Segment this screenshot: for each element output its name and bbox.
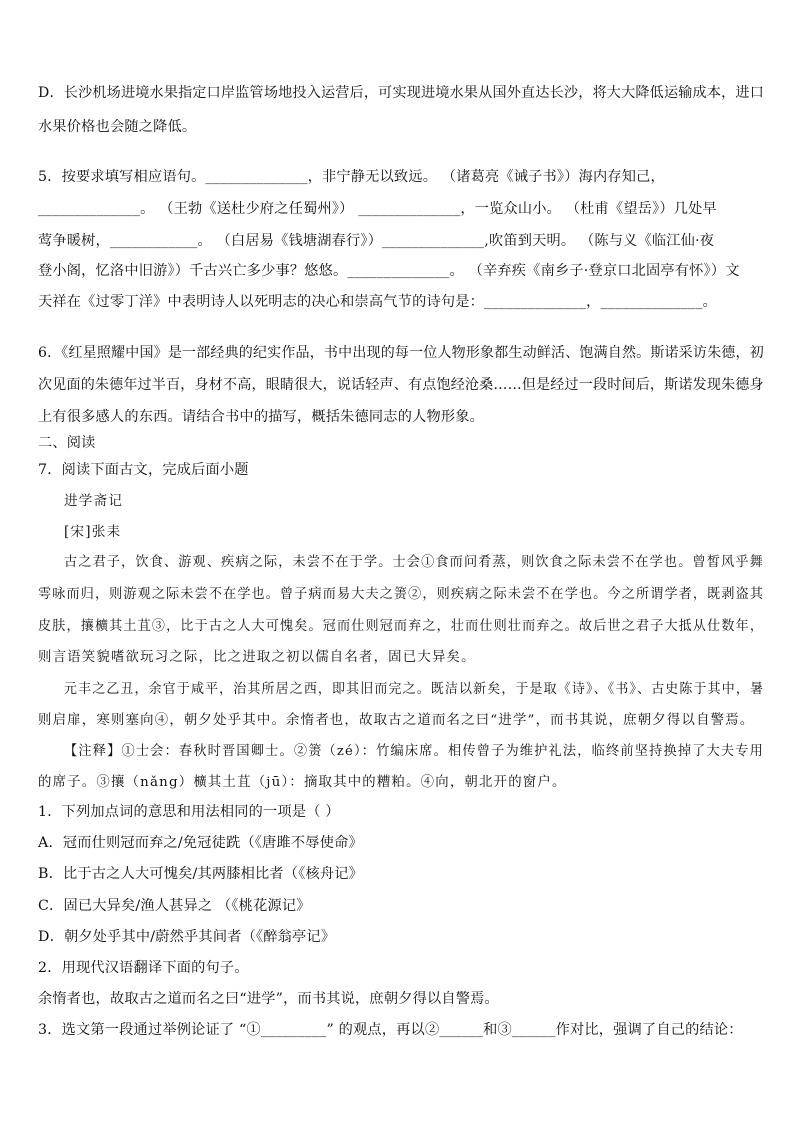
section-heading: 二、阅读	[38, 435, 96, 451]
passage-title: 进学斋记	[64, 493, 124, 509]
sub3-stem: 3．选文第一段通过举例论证了 “①_________” 的观点，再以②______和③______作对比，强调了自己的结论：	[38, 1022, 743, 1038]
sub1-option-b: B．比于古之人大可愧矣/其两膝相比者（《核舟记》	[38, 866, 364, 882]
passage-p2-line2: 则启扉，寒则塞向④，朝夕处乎其中。余惰者也，故取古之道而名之曰“进学”，而书其说，庶朝夕得以自警焉。	[38, 713, 755, 728]
sub1-stem: 1．下列加点词的意思和用法相同的一项是（ ）	[38, 804, 340, 820]
q5-line5: 天祥在《过零丁洋》中表明诗人以死明志的决心和崇高气节的诗句是：______________，______________。	[38, 294, 718, 310]
passage-author: [宋]张耒	[64, 524, 122, 540]
passage-p2-line1: 元丰之乙丑，余官于咸平，治其所居之西，即其旧而完之。既洁以新矣，于是取《诗》、《书》、古史陈于其中，暑	[64, 682, 765, 697]
q6-line2: 次见面的朱德年过半百，身材不高，眼睛很大，说话轻声、有点饱经沧桑……但是经过一段时间后，斯诺发现朱德身	[38, 377, 764, 393]
q4-option-d-line1: D．长沙机场进境水果指定口岸监管场地投入运营后，可实现进境水果从国外直达长沙，将大大降低运输成本，进口	[38, 85, 764, 101]
passage-p1-line2: 雩咏而归，则游观之际未尝不在学也。曾子病而易大夫之箦②，则疾病之际未尝不在学也。今之所谓学者，既剥盗其	[38, 587, 765, 602]
sub2-sentence: 余惰者也，故取古之道而名之曰“进学”，而书其说，庶朝夕得以自警焉。	[38, 991, 499, 1007]
q5-line2: ______________。 （王勃《送杜少府之任蜀州》） ______________，一览众山小。 （杜甫《望岳》）几处早	[38, 201, 717, 217]
q6-line1: 6．《红星照耀中国》是一部经典的纪实作品，书中出现的每一位人物形象都生动鲜活、饱满自然。斯诺采访朱德，初	[38, 345, 764, 361]
q5-line3: 莺争暖树，____________。 （白居易《钱塘湖春行》）______________,吹笛到天明。 （陈与义《临江仙·夜	[38, 233, 715, 249]
q7-intro: 7．阅读下面古文，完成后面小题	[38, 462, 249, 478]
sub2-stem: 2．用现代汉语翻译下面的句子。	[38, 960, 249, 976]
passage-notes-line1: 【注释】①士会：春秋时晋国卿士。②箦（zé）：竹编床席。相传曾子为维护礼法，临终前坚持换掉了大夫专用	[64, 744, 765, 759]
sub1-option-a: A．冠而仕则冠而弃之/免冠徒跣（《唐雎不辱使命》	[38, 835, 363, 851]
sub1-option-d: D．朝夕处乎其中/蔚然乎其间者（《醉翁亭记》	[38, 929, 336, 945]
passage-p1-line3: 皮肤，攘櫎其土苴③，比于古之人大可愧矣。冠而仕则冠而弃之，壮而仕则壮而弃之。故后世之君子大抵从仕数年，	[38, 619, 765, 634]
passage-p1-line1: 古之君子，饮食、游观、疾病之际，未尝不在于学。士会①食而问肴蒸，则饮食之际未尝不在学也。曾皙风乎舞	[64, 555, 764, 570]
q6-line3: 上有很多感人的东西。请结合书中的描写，概括朱德同志的人物形象。	[38, 409, 485, 425]
passage-p1-line4: 则言语笑貌嗜欲玩习之际，比之进取之初以儒自名者，固已大异矣。	[38, 650, 476, 665]
passage-notes-line2: 的席子。③攘（nǎng）櫎其土苴（jū）：摘取其中的糟粕。④向，朝北开的窗户。	[38, 775, 567, 790]
q4-option-d-line2: 水果价格也会随之降低。	[38, 119, 197, 135]
q5-line4: 登小阁，忆洛中旧游》）千古兴亡多少事？悠悠。______________。 （辛弃疾《南乡子·登京口北固亭有怀》）文	[38, 263, 740, 279]
q5-line1: 5．按要求填写相应语句。______________，非宁静无以致远。 （诸葛亮《诫子书》）海内存知己，	[38, 169, 665, 185]
sub1-option-c: C．固已大异矣/渔人甚异之 （《桃花源记》	[38, 898, 311, 914]
